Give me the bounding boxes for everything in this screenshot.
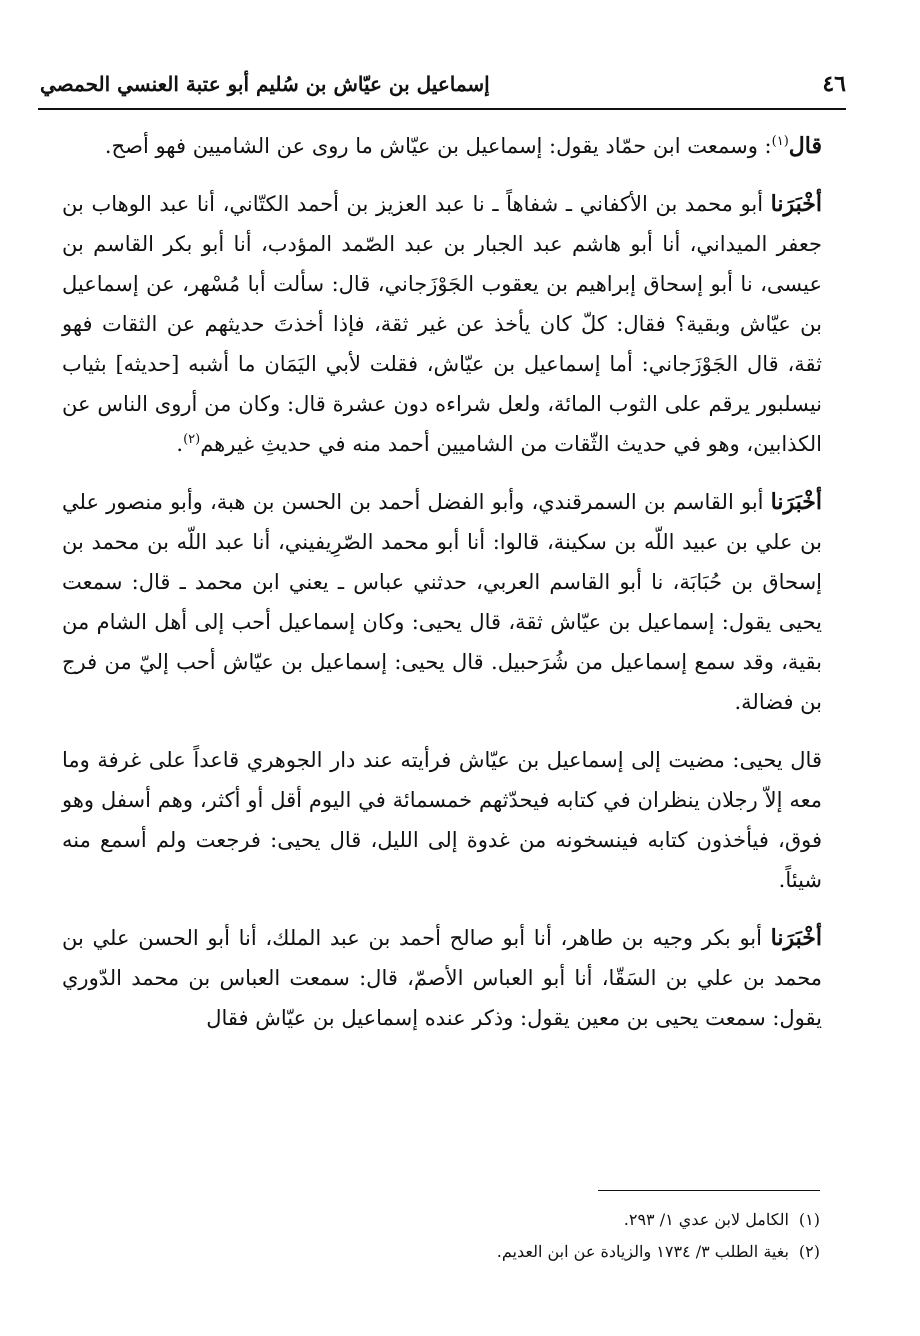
paragraph-lead-word: أخْبَرَنا [770,925,822,951]
paragraph [62,918,822,1038]
paragraph-lead-word: أخْبَرَنا [770,191,822,217]
paragraph-lead-word: أخْبَرَنا [770,489,822,515]
footnote-separator [598,1190,820,1191]
paragraph [62,740,822,900]
footnote-text: الكامل لابن عدي ١/ ٢٩٣. [623,1210,789,1229]
footnotes [120,1204,820,1268]
paragraph-lead-word: قال [788,133,822,159]
paragraph [62,482,822,722]
footnote-text: بغية الطلب ٣/ ١٧٣٤ والزيادة عن ابن العديم. [496,1242,789,1261]
footnote-number: (١) [798,1210,820,1229]
footnote [120,1204,820,1236]
paragraph-text: أبو القاسم بن السمرقندي، وأبو الفضل أحمد بن الحسن بن هبة، وأبو منصور علي بن علي بن عبيد اللّه بن سكينة، قالوا: أنا أبو محمد الصّرِيفيني، أنا عبد اللّه بن محمد بن إسحاق بن حُبَابَة، نا أبو القاسم العربي، حدثني عباس ـ يعني ابن محمد ـ قال: سمعت يحيى يقول: إسماعيل بن عيّاش ثقة، قال يحيى: وكان إسماعيل أحب إلى أهل الشام من بقية، وقد سمع إسماعيل من شُرَحبيل. قال يحيى: إسماعيل بن عيّاش أحب إليّ من فرج بن فضالة. [62,490,822,714]
main-text [62,126,822,1056]
paragraph-text: أبو محمد بن الأكفاني ـ شفاهاً ـ نا عبد العزيز بن أحمد الكتّاني، أنا عبد الوهاب بن جعفر الميداني، أنا أبو هاشم عبد الجبار بن عبد الصّمد المؤدب، أنا أبو بكر القاسم بن عيسى، نا أبو إسحاق إبراهيم بن يعقوب الجَوْزَجاني، قال: سألت أبا مُسْهر، عن إسماعيل بن عيّاش وبقية؟ فقال: كلّ كان يأخذ عن غير ثقة، فإذا أخذتَ حديثهم عن الثقات فهو ثقة، قال الجَوْزَجاني: أما إسماعيل بن عيّاش، فقلت لأبي اليَمَان ما أشبه [حديثه] بثياب نيسلبور يرقم على الثوب المائة، ولعل شراءه دون عشرة قال: وكان من أروى الناس عن الكذابين، وهو في حديث الثّقات من الشاميين أحمد منه في حديثِ غيرهم [62,192,822,456]
footnote-reference[interactable]: (١) [771,134,789,149]
paragraph [62,126,822,166]
footnote-number: (٢) [798,1242,820,1261]
footnote [120,1236,820,1268]
paragraph-text: قال يحيى: مضيت إلى إسماعيل بن عيّاش فرأيته عند دار الجوهري قاعداً على غرفة وما معه إلاّ رجلان ينظران في كتابه فيحدّثهم خمسمائة في اليوم أقل أو أكثر، وهم أسفل وهو فوق، فيأخذون كتابه فينسخونه من غدوة إلى الليل، قال يحيى: فرجعت ولم أسمع منه شيئاً. [62,748,822,892]
page-header [40,66,846,102]
paragraph [62,184,822,464]
header-rule [38,108,846,110]
paragraph-text: أبو بكر وجيه بن طاهر، أنا أبو صالح أحمد بن عبد الملك، أنا أبو الحسن علي بن محمد بن علي بن السَقّا، أنا أبو العباس الأصمّ، قال: سمعت العباس بن محمد الدّوري يقول: سمعت يحيى بن معين يقول: وذكر عنده إسماعيل بن عيّاش فقال [62,926,822,1030]
paragraph-tail: . [176,432,184,456]
footnote-reference[interactable]: (٢) [183,432,201,447]
page-number: ٤٦ [822,71,846,97]
running-title: إسماعيل بن عيّاش بن سُليم أبو عتبة العنسي الحمصي [40,72,490,96]
paragraph-text: : وسمعت ابن حمّاد يقول: إسماعيل بن عيّاش ما روى عن الشاميين فهو أصح. [104,134,772,158]
